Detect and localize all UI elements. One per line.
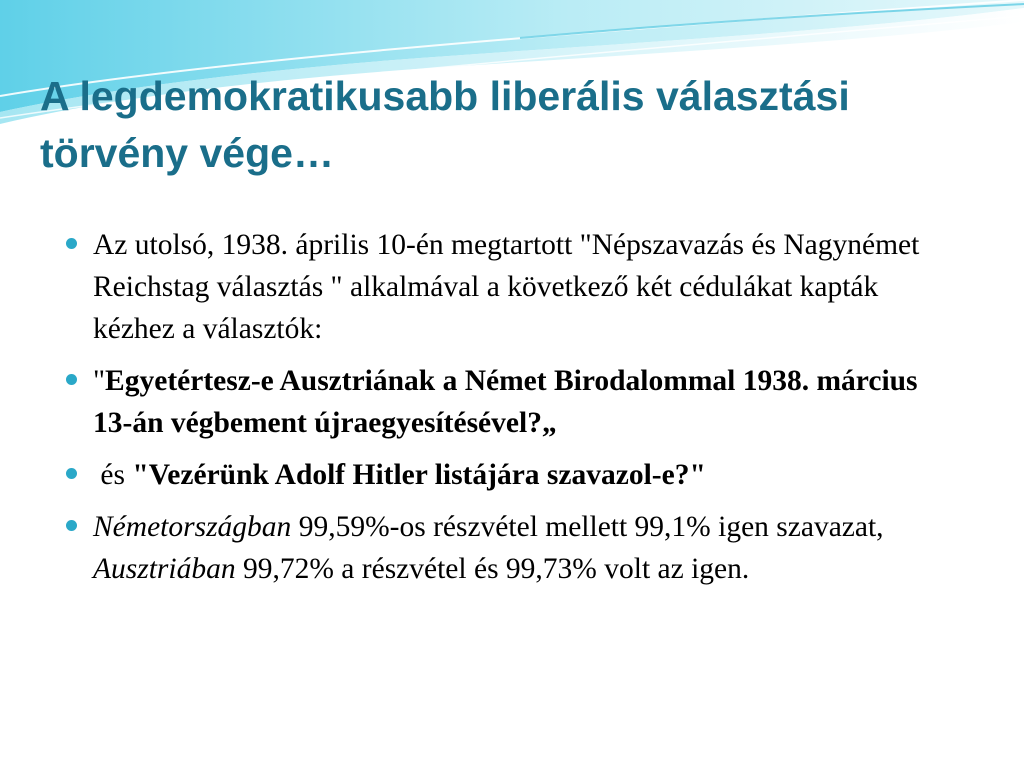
bullet-text: 99,72% a részvétel és 99,73% volt az igen. [235, 553, 750, 585]
bullet-bold-text: Egyetértesz-e Ausztriának a Német Birodalommal 1938. március 13-án végbement újraegyesítésével?„ [93, 365, 918, 439]
bullet-prefix: " [93, 365, 106, 397]
bullet-item [60, 454, 940, 496]
bullet-text: 99,59%-os részvétel mellett 99,1% igen szavazat, [291, 511, 884, 543]
bullet-icon [66, 374, 77, 385]
bullet-item [60, 224, 940, 350]
bullet-item [60, 506, 940, 590]
bullet-text: Az utolsó, 1938. április 10-én megtartott "Népszavazás és Nagynémet Reichstag választás " alkalmával a következő két cédulákat kapták kézhez a választók: [93, 229, 920, 345]
bullet-italic-text: Németországban [93, 511, 292, 543]
bullet-list [60, 224, 940, 600]
slide-title: A legdemokratikusabb liberális választási törvény vége… [40, 73, 850, 176]
bullet-icon [66, 468, 77, 479]
bullet-icon [66, 238, 77, 249]
bullet-prefix: és [93, 459, 133, 491]
bullet-icon [66, 520, 77, 531]
bullet-bold-text: "Vezérünk Adolf Hitler listájára szavazol-e?" [132, 459, 706, 491]
bullet-item [60, 360, 940, 444]
bullet-italic-text: Ausztriában [93, 553, 236, 585]
